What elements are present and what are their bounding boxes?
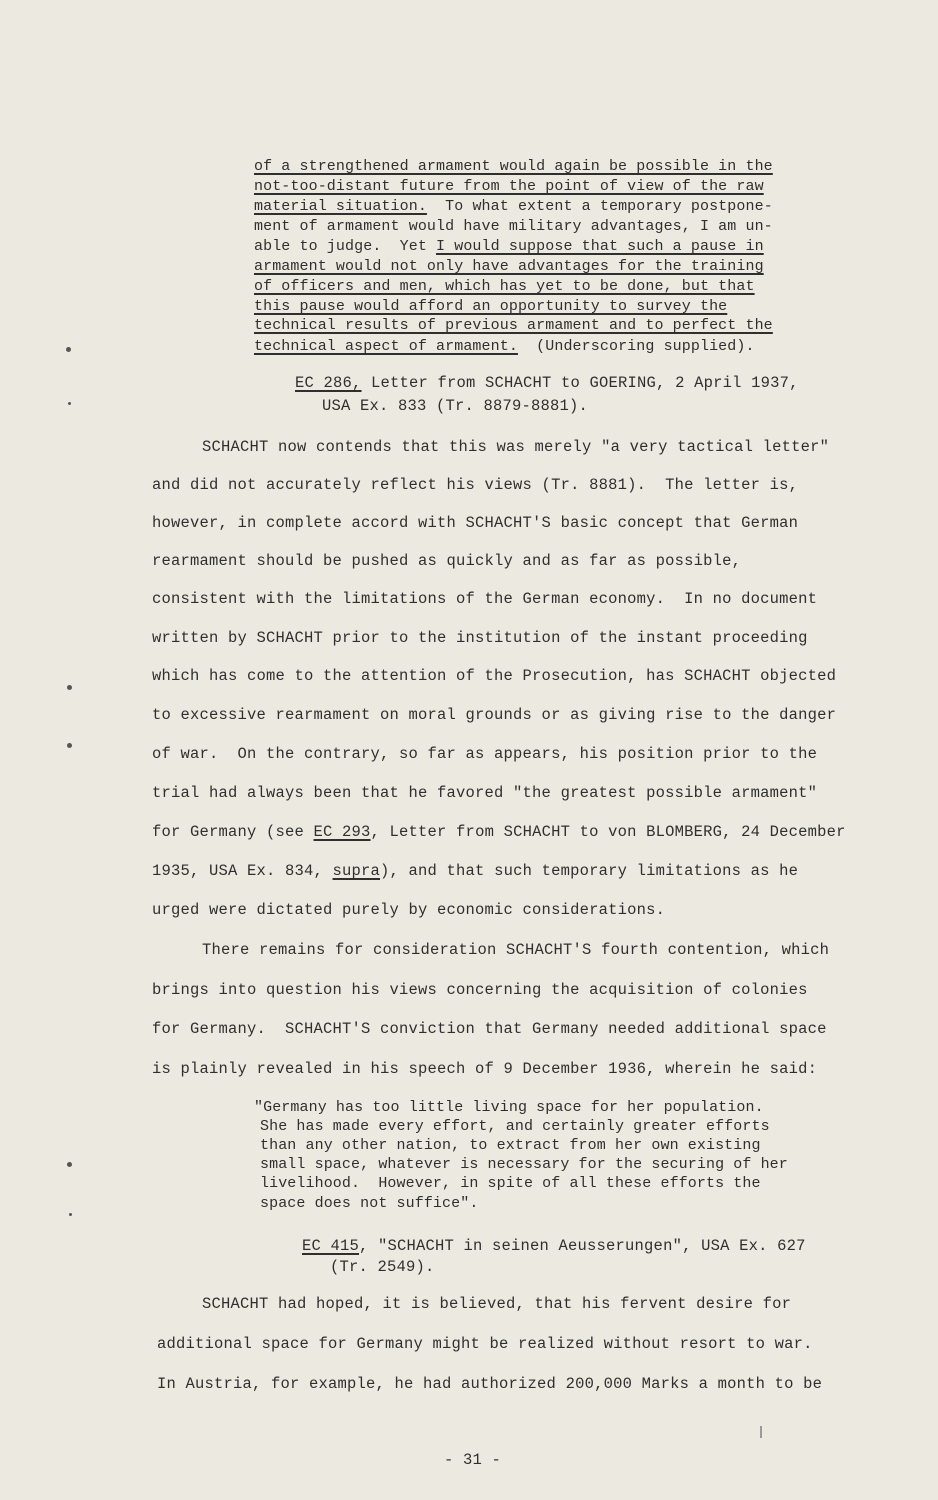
page-number: - 31 - (444, 1451, 502, 1469)
margin-mark (69, 1213, 72, 1216)
citation-1-line-1: EC 286, Letter from SCHACHT to GOERING, 2 April 1937, (295, 374, 799, 392)
quote-2-line: than any other nation, to extract from her own existing (260, 1137, 761, 1154)
para-1-line: for Germany (see EC 293, Letter from SCHACHT to von BLOMBERG, 24 December (152, 823, 846, 841)
para-2-line: is plainly revealed in his speech of 9 December 1936, wherein he said: (152, 1060, 818, 1078)
quote-top-line: technical aspect of armament. (Underscoring supplied). (254, 338, 755, 355)
quote-top-line: of a strengthened armament would again be possible in the (254, 158, 773, 175)
margin-mark (66, 347, 71, 352)
quote-2-line: livelihood. However, in spite of all these efforts the (260, 1175, 761, 1192)
margin-mark (760, 1426, 762, 1438)
quote-2-line: She has made every effort, and certainly greater efforts (260, 1118, 770, 1135)
para-1-line: trial had always been that he favored "the greatest possible armament" (152, 784, 818, 802)
quote-2-line: small space, whatever is necessary for the securing of her (260, 1156, 788, 1173)
margin-mark (68, 402, 71, 405)
para-3-line: additional space for Germany might be realized without resort to war. (157, 1335, 813, 1353)
para-1-line: to excessive rearmament on moral grounds or as giving rise to the danger (152, 706, 837, 724)
ref-ec-293: EC 293 (313, 823, 371, 841)
para-3-line: In Austria, for example, he had authorized 200,000 Marks a month to be (157, 1375, 823, 1393)
citation-2-line-2: (Tr. 2549). (330, 1258, 435, 1276)
quote-top-line: this pause would afford an opportunity to survey the (254, 298, 728, 315)
citation-2-line-1: EC 415, "SCHACHT in seinen Aeusserungen", USA Ex. 627 (302, 1237, 806, 1255)
citation-1-line-2: USA Ex. 833 (Tr. 8879-8881). (322, 397, 589, 415)
margin-mark (67, 685, 72, 690)
para-1-line: rearmament should be pushed as quickly and as far as possible, (152, 552, 742, 570)
para-2-line: for Germany. SCHACHT'S conviction that Germany needed additional space (152, 1020, 827, 1038)
quote-top-line: not-too-distant future from the point of view of the raw (254, 178, 764, 195)
para-1-line: which has come to the attention of the Prosecution, has SCHACHT objected (152, 667, 837, 685)
quote-top-line: able to judge. Yet I would suppose that such a pause in (254, 238, 764, 255)
citation-2-ref: EC 415 (302, 1237, 360, 1255)
quote-2-line: space does not suffice". (260, 1195, 479, 1212)
para-2-line: There remains for consideration SCHACHT'S fourth contention, which (202, 941, 830, 959)
para-1-line: 1935, USA Ex. 834, supra), and that such temporary limitations as he (152, 862, 799, 880)
quote-top-line: technical results of previous armament and to perfect the (254, 317, 773, 334)
para-3-line: SCHACHT had hoped, it is believed, that his fervent desire for (202, 1295, 792, 1313)
quote-top-line: of officers and men, which has yet to be done, but that (254, 278, 755, 295)
ref-supra: supra (332, 862, 381, 880)
quote-2-line: "Germany has too little living space for her population. (254, 1099, 764, 1116)
para-1-line: of war. On the contrary, so far as appears, his position prior to the (152, 745, 818, 763)
para-1-line: however, in complete accord with SCHACHT'S basic concept that German (152, 514, 799, 532)
quote-top-line: ment of armament would have military advantages, I am un- (254, 218, 773, 235)
citation-1-ref: EC 286, (295, 374, 362, 392)
quote-top-line: armament would not only have advantages for the training (254, 258, 764, 275)
para-1-line: urged were dictated purely by economic considerations. (152, 901, 666, 919)
para-2-line: brings into question his views concerning the acquisition of colonies (152, 981, 808, 999)
para-1-line: SCHACHT now contends that this was merely "a very tactical letter" (202, 438, 830, 456)
para-1-line: consistent with the limitations of the German economy. In no document (152, 590, 818, 608)
margin-mark (67, 1162, 72, 1167)
para-1-line: and did not accurately reflect his views (Tr. 8881). The letter is, (152, 476, 799, 494)
para-1-line: written by SCHACHT prior to the institution of the instant proceeding (152, 629, 808, 647)
quote-top-line: material situation. To what extent a temporary postpone- (254, 198, 773, 215)
margin-mark (67, 743, 72, 748)
